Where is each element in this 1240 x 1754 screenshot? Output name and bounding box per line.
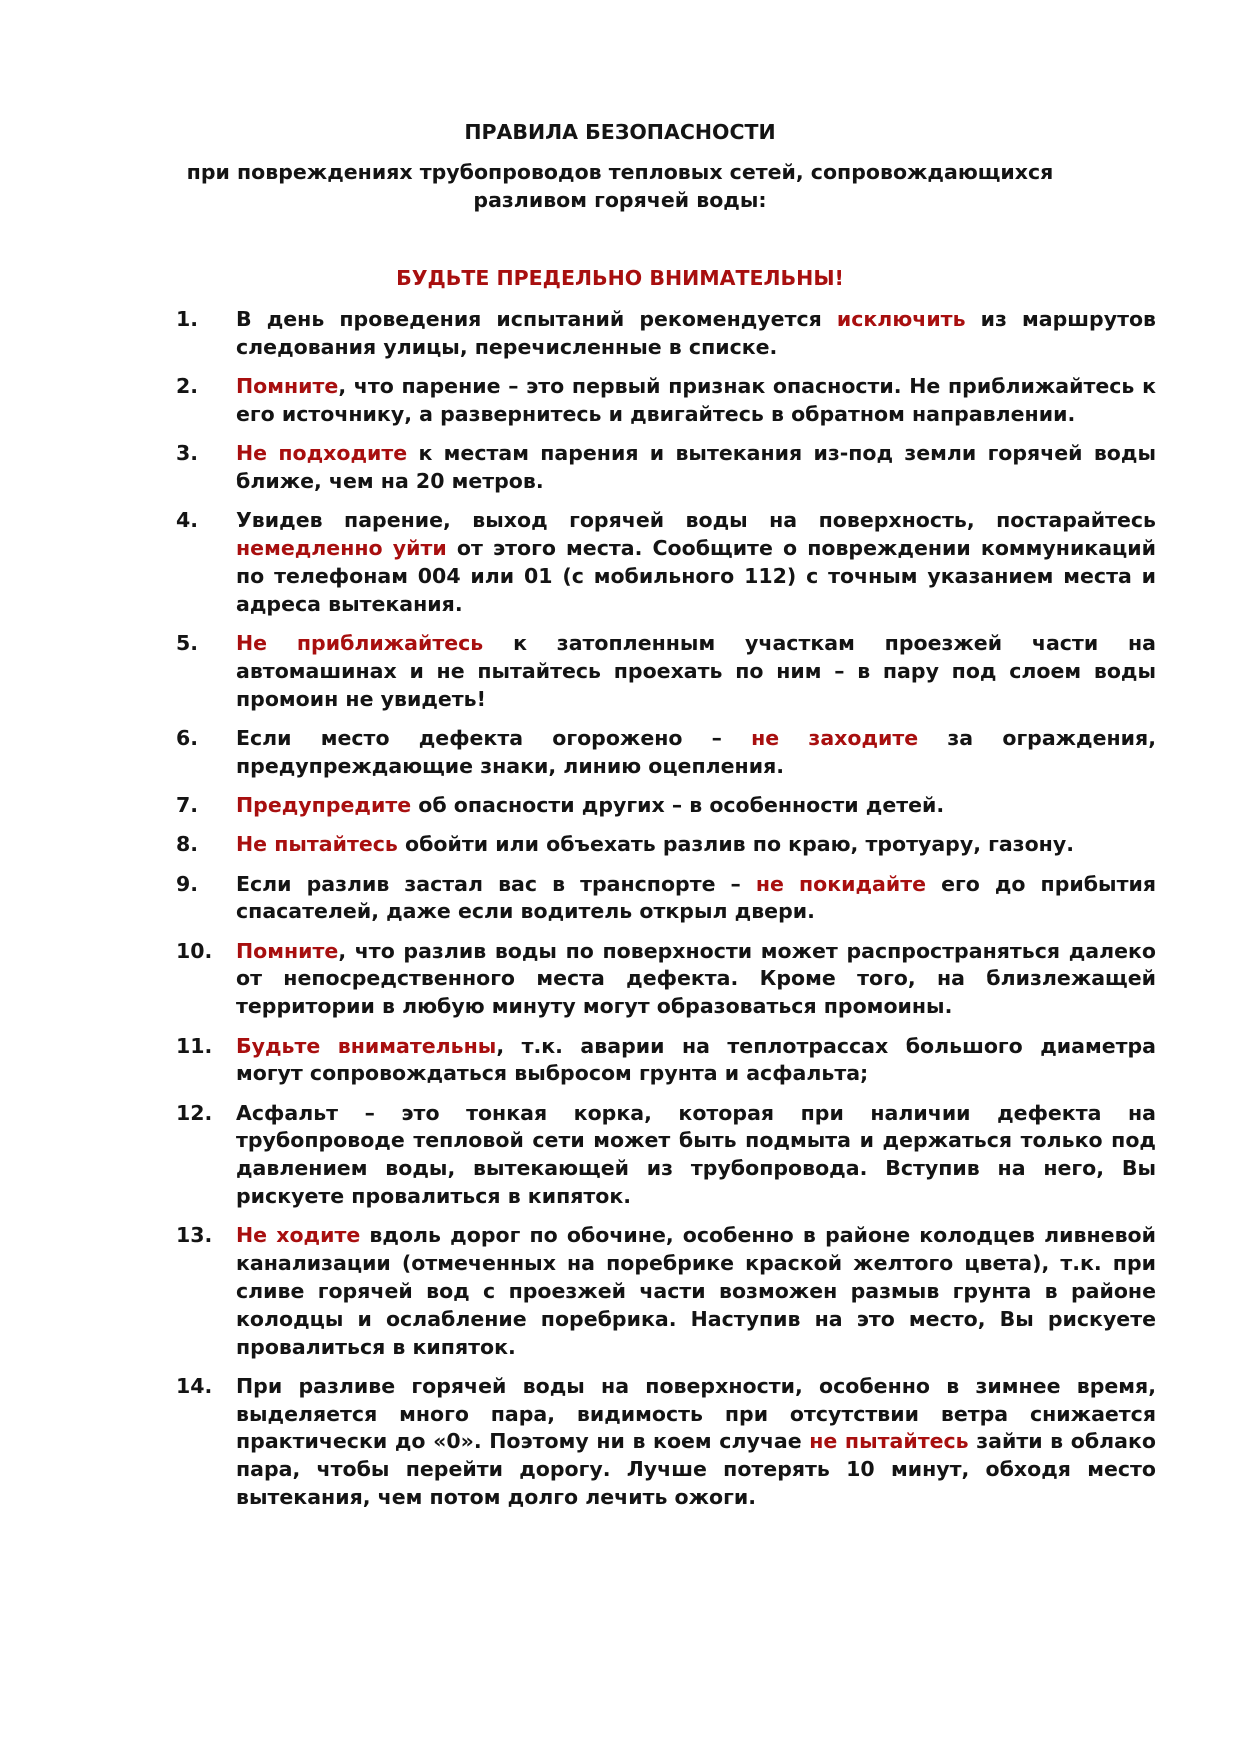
- rule-text-before: Увидев парение, выход горячей воды на поверхность, постарайтесь: [236, 508, 1156, 533]
- rule-text-after: за ограждения, предупреждающие знаки, линию оцепления.: [236, 725, 1156, 778]
- safety-rule-item: [176, 831, 1156, 859]
- rule-text-after: , что разлив воды по поверхности может распространяться далеко от непосредственного места дефекта. Кроме того, на близлежащей территории в любую минуту могут образоваться промоины.: [236, 938, 1156, 1019]
- rule-text: [236, 1033, 1156, 1089]
- rule-text: [236, 871, 1156, 927]
- rule-highlight: Будьте внимательны: [236, 1033, 497, 1058]
- rule-highlight: Помните: [236, 374, 339, 399]
- rule-highlight: не пытайтесь: [809, 1429, 969, 1454]
- safety-rule-item: [176, 1222, 1156, 1361]
- rule-highlight: немедленно уйти: [236, 536, 447, 561]
- rule-text-after: из маршрутов следования улицы, перечисленные в списке.: [236, 307, 1157, 359]
- rule-number: 13.: [176, 1223, 213, 1248]
- rule-text: [236, 1222, 1156, 1361]
- rule-text: [236, 938, 1156, 1021]
- rule-highlight: не заходите: [751, 725, 919, 750]
- rule-text: [236, 440, 1156, 496]
- rule-highlight: исключить: [836, 307, 966, 331]
- rule-number: 2.: [176, 374, 199, 399]
- rule-text-after: от этого места. Сообщите о повреждении коммуникаций по телефонам 004 или 01 (с мобильного 112) с точным указанием места и адреса вытекания.: [236, 536, 1156, 616]
- rule-highlight: Не ходите: [236, 1223, 361, 1248]
- rule-text: [236, 1373, 1156, 1512]
- rule-text-before: При разливе горячей воды на поверхности, особенно в зимнее время, выделяется много пара, видимость при отсутствии ветра снижается практически до «0». Поэтому ни в коем случае: [236, 1373, 1156, 1454]
- rule-number: 11.: [176, 1033, 213, 1058]
- rule-text-before: Если место дефекта огорожено –: [236, 725, 752, 750]
- safety-rule-item: [176, 373, 1156, 429]
- rule-number: 8.: [176, 832, 199, 857]
- rule-highlight: Помните: [236, 938, 339, 963]
- safety-rule-item: [176, 440, 1156, 496]
- rule-text: [236, 1100, 1156, 1211]
- rule-number: 10.: [176, 938, 213, 963]
- rule-text: [236, 792, 1156, 820]
- safety-rule-item: [176, 871, 1156, 927]
- safety-rules-list: [176, 306, 1156, 1523]
- rule-highlight: Не подходите: [236, 441, 408, 466]
- rule-text-after: об опасности других – в особенности детей.: [411, 792, 945, 817]
- safety-rule-item: [176, 1100, 1156, 1211]
- rule-number: 5.: [176, 630, 199, 655]
- rule-text-before: Асфальт – это тонкая корка, которая при наличии дефекта на трубопроводе тепловой сети может быть подмыта и держаться только под давлением воды, вытекающей из трубопровода. Вступив на него, Вы рискуете провалиться в кипяток.: [236, 1100, 1156, 1209]
- rule-text-after: зайти в облако пара, чтобы перейти дорогу. Лучше потерять 10 минут, обходя место вытекания, чем потом долго лечить ожоги.: [236, 1429, 1156, 1509]
- rule-number: 14.: [176, 1373, 213, 1398]
- rule-highlight: Не пытайтесь: [236, 832, 398, 857]
- rule-text-after: , что парение – это первый признак опасности. Не приближайтесь к его источнику, а развернитесь и двигайтесь в обратном направлении.: [236, 374, 1156, 426]
- rule-text: [236, 725, 1156, 781]
- warning-heading: БУДЬТЕ ПРЕДЕЛЬНО ВНИМАТЕЛЬНЫ!: [396, 266, 844, 290]
- rule-text-after: обойти или объехать разлив по краю, тротуару, газону.: [397, 832, 1074, 857]
- safety-rule-item: [176, 792, 1156, 820]
- rule-number: 12.: [176, 1100, 213, 1125]
- rule-highlight: Предупредите: [236, 792, 412, 817]
- page-subtitle: при повреждениях трубопроводов тепловых сетей, сопровождающихся разливом горячей воды:: [186, 160, 1054, 212]
- safety-rule-item: [176, 1033, 1156, 1089]
- rule-text: [236, 630, 1156, 713]
- rule-number: 1.: [176, 307, 199, 331]
- rule-highlight: Не приближайтесь: [236, 630, 484, 655]
- page-title: ПРАВИЛА БЕЗОПАСНОСТИ: [464, 120, 776, 144]
- safety-rule-item: [176, 507, 1156, 618]
- safety-rule-item: [176, 1373, 1156, 1512]
- rule-text-after: вдоль дорог по обочине, особенно в районе колодцев ливневой канализации (отмеченных на поребрике краской желтого цвета), т.к. при сливе горячей вод с проезжей части возможен размыв грунта в районе колодцы и ослабление поребрика. Наступив на это место, Вы рискуете провалиться в кипяток.: [236, 1223, 1156, 1359]
- rule-text-before: Если разлив застал вас в транспорте –: [236, 871, 756, 896]
- safety-rule-item: [176, 306, 1156, 362]
- rule-text: [236, 507, 1156, 618]
- rule-number: 3.: [176, 441, 199, 466]
- rule-number: 4.: [176, 508, 199, 533]
- rule-text-before: В день проведения испытаний рекомендуется: [236, 307, 837, 331]
- rule-highlight: не покидайте: [755, 871, 927, 896]
- rule-number: 9.: [176, 871, 199, 896]
- safety-rule-item: [176, 630, 1156, 713]
- rule-text: [236, 373, 1156, 429]
- rule-text-after: , т.к. аварии на теплотрассах большого диаметра могут сопровождаться выбросом грунта и асфальта;: [236, 1033, 1156, 1086]
- rule-text: [236, 831, 1156, 859]
- safety-rule-item: [176, 938, 1156, 1021]
- safety-rule-item: [176, 725, 1156, 781]
- rule-number: 7.: [176, 792, 199, 817]
- rule-text-after: к затопленным участкам проезжей части на автомашинах и не пытайтесь проехать по ним – в пару под слоем воды промоин не увидеть!: [236, 630, 1156, 711]
- rule-text: [236, 306, 1156, 362]
- rule-text-after: его до прибытия спасателей, даже если водитель открыл двери.: [236, 871, 1156, 924]
- rule-number: 6.: [176, 725, 199, 750]
- rule-text-after: к местам парения и вытекания из-под земли горячей воды ближе, чем на 20 метров.: [236, 441, 1156, 493]
